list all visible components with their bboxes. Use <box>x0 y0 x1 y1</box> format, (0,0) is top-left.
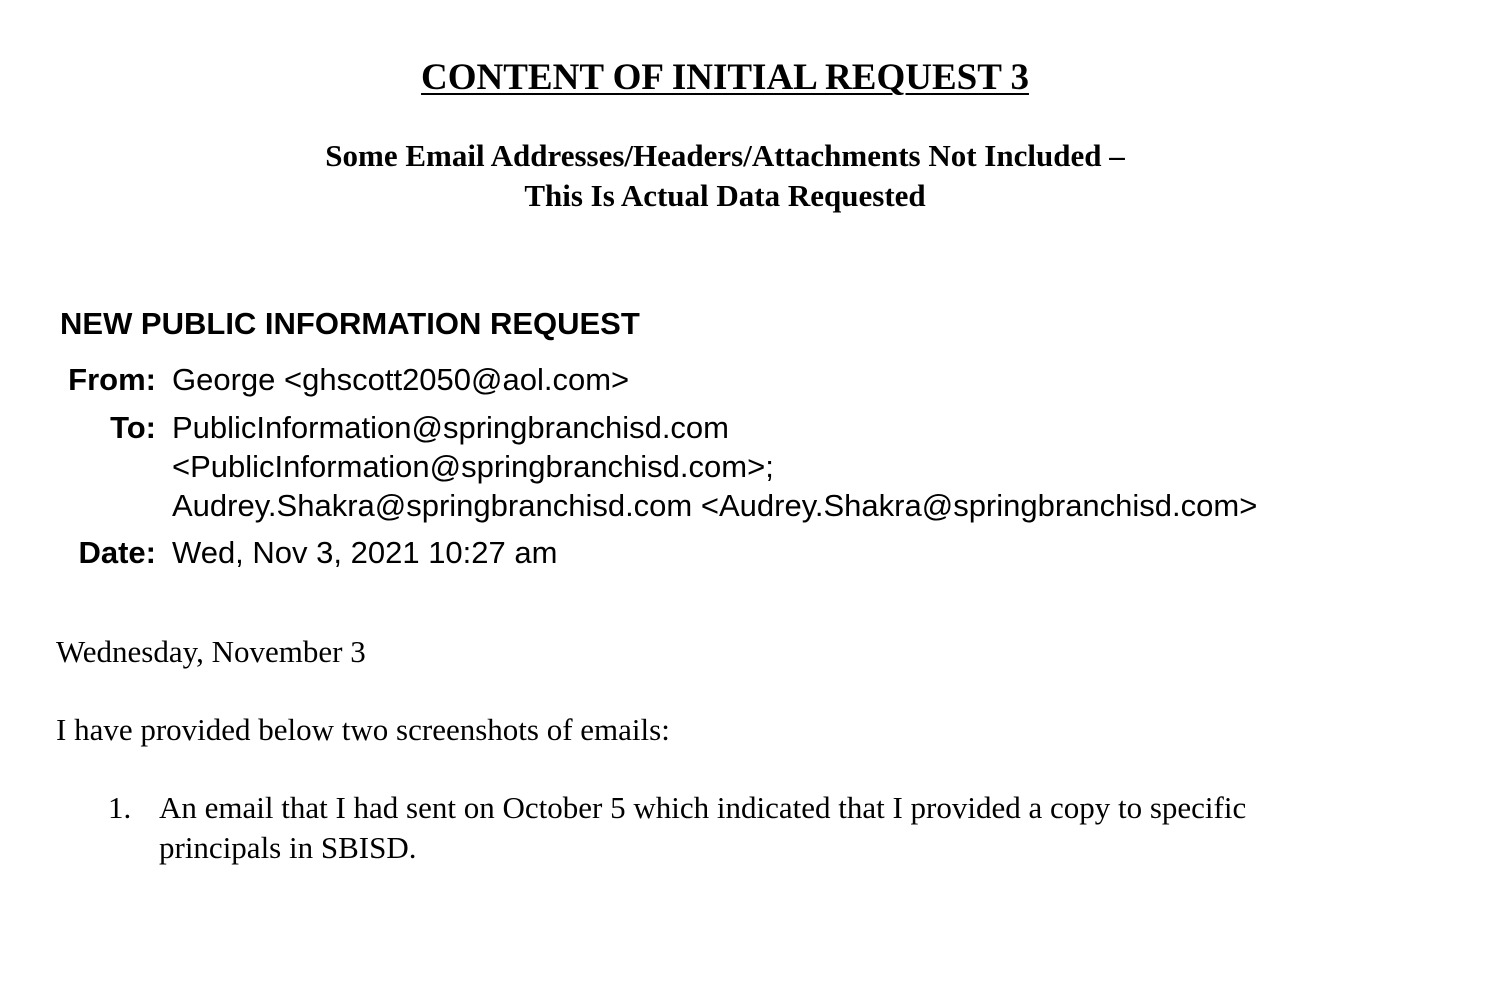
date-label: Date: <box>78 535 156 570</box>
email-header <box>60 304 1257 573</box>
list-item-line-2: principals in SBISD. <box>159 830 417 865</box>
email-subject: NEW PUBLIC INFORMATION REQUEST <box>60 306 640 341</box>
from-label: From: <box>68 362 156 397</box>
from-value: George <ghscott2050@aol.com> <box>172 362 630 397</box>
to-line-1: PublicInformation@springbranchisd.com <box>172 410 730 445</box>
subtitle-line-2: This Is Actual Data Requested <box>524 178 926 213</box>
list-item-text <box>159 788 1246 868</box>
document-title: CONTENT OF INITIAL REQUEST 3 <box>421 57 1029 98</box>
to-label: To: <box>110 410 156 445</box>
list-item-line-1: An email that I had sent on October 5 which indicated that I provided a copy to specific <box>159 790 1247 825</box>
date-value: Wed, Nov 3, 2021 10:27 am <box>172 535 558 570</box>
subtitle-line-1: Some Email Addresses/Headers/Attachments Not Included – <box>325 138 1125 173</box>
to-row <box>60 408 1257 525</box>
list-item <box>108 788 1408 868</box>
to-value <box>172 408 1257 525</box>
letter-date: Wednesday, November 3 <box>56 634 366 669</box>
date-row <box>60 533 1257 573</box>
from-row <box>60 360 1257 400</box>
numbered-list <box>108 788 1408 868</box>
to-line-2: <PublicInformation@springbranchisd.com>; <box>172 449 774 484</box>
intro-paragraph: I have provided below two screenshots of emails: <box>56 712 670 747</box>
list-item-number: 1. <box>108 790 132 825</box>
document-subtitle <box>0 136 1450 216</box>
to-line-3: Audrey.Shakra@springbranchisd.com <Audrey.Shakra@springbranchisd.com> <box>172 488 1258 523</box>
